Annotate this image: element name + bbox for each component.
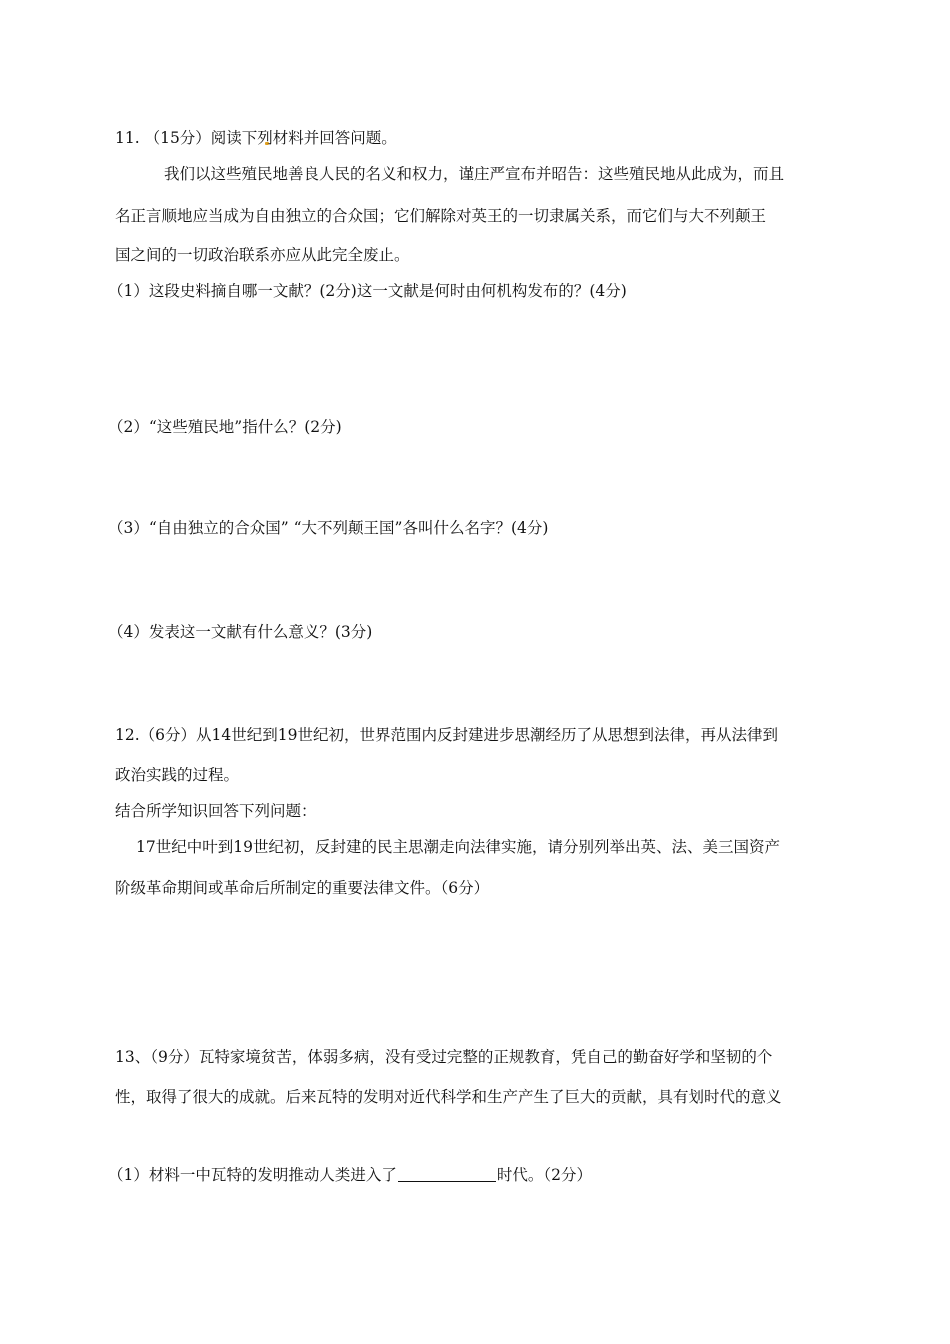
q11-subquestion-2: （2）“这些殖民地”指什么？(2分) [108,418,342,436]
q11-subquestion-4: （4）发表这一文献有什么意义？(3分) [108,623,373,641]
q13-line-1: 13、（9分）瓦特家境贫苦，体弱多病，没有受过完整的正规教育，凭自己的勤奋好学和坚韧的个 [115,1048,773,1066]
q12-line-3: 结合所学知识回答下列问题： [115,802,317,820]
q12-line-1: 12.（6分）从14世纪到19世纪初，世界范围内反封建进步思潮经历了从思想到法律，再从法律到 [115,726,778,744]
q11-material-line-1: 我们以这些殖民地善良人民的名义和权力，谨庄严宣布并昭告：这些殖民地从此成为，而且 [164,165,785,183]
q12-line-5: 阶级革命期间或革命后所制定的重要法律文件。（6分） [115,879,490,897]
q11-material-line-2: 名正言顺地应当成为自由独立的合众国；它们解除对英王的一切隶属关系，而它们与大不列颠王 [115,207,767,225]
q12-line-2: 政治实践的过程。 [115,766,240,784]
q13-subquestion-1-prefix: （1）材料一中瓦特的发明推动人类进入了 [108,1166,397,1184]
q13-subquestion-1 [108,1165,592,1185]
q11-subquestion-3: （3）“自由独立的合众国” “大不列颠王国”各叫什么名字？(4分) [108,519,549,537]
q11-material-line-3: 国之间的一切政治联系亦应从此完全废止。 [115,246,410,264]
q12-line-4: 17世纪中叶到19世纪初，反封建的民主思潮走向法律实施，请分别列举出英、法、美三国资产 [136,838,780,856]
q11-subquestion-1: （1）这段史料摘自哪一文献？(2分)这一文献是何时由何机构发布的？(4分) [108,282,627,300]
q11-header: 11. （15分）阅读下列材料并回答问题。 [115,129,397,147]
answer-blank[interactable] [398,1165,496,1182]
q13-line-2: 性，取得了很大的成就。后来瓦特的发明对近代科学和生产产生了巨大的贡献，具有划时代的意义 [115,1088,782,1106]
q13-subquestion-1-suffix: 时代。（2分） [496,1166,592,1184]
